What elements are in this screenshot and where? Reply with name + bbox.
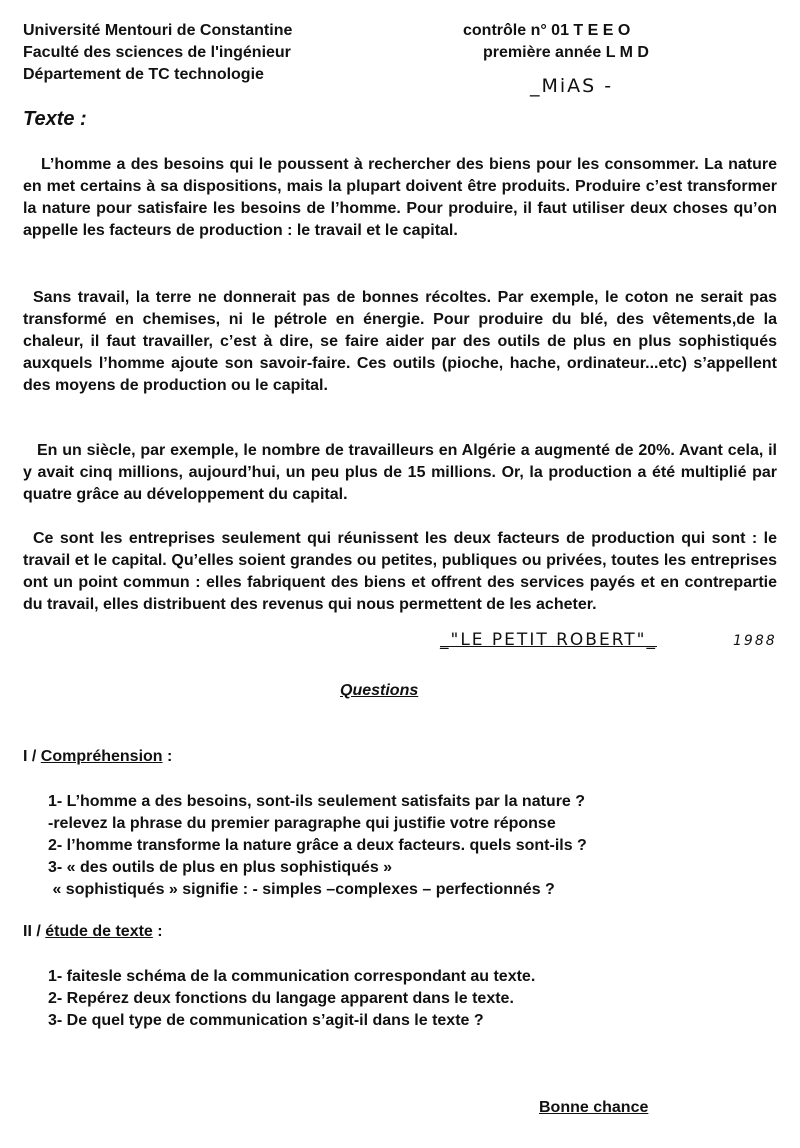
- section-title: étude de texte: [45, 923, 153, 940]
- text-paragraph-2: Sans travail, la terre ne donnerait pas de bonnes récoltes. Par exemple, le coton ne serait pas transformé en chemises, ni le pétrole en énergie. Pour produire du blé, des vêtements,de la chaleur, il faut travailler, c’est à dire, se faire aider par des outils de plus en plus sophistiqués auxquels l’homme ajoute son savoir-faire. Ces outils (pioche, hache, ordinateur...etc) s’appellent des moyens de production ou le capital.: [23, 289, 777, 394]
- text-paragraph-1: L’homme a des besoins qui le poussent à rechercher des biens pour les consommer. La nature en met certains à sa dispositions, mais la plupart doivent être produits. Produire c’est transformer la nature pour satisfaire les besoins de l’homme. Pour produire, il faut utiliser deux choses qu’on appelle les facteurs de production : le travail et le capital.: [23, 156, 777, 239]
- question-item: 2- Repérez deux fonctions du langage apparent dans le texte.: [48, 990, 514, 1007]
- exam-level: première année L M D: [483, 44, 649, 61]
- source-citation: _"LE PETIT ROBERT"_: [440, 630, 657, 650]
- closing-good-luck: Bonne chance: [539, 1099, 649, 1116]
- section-title: Compréhension: [40, 748, 163, 765]
- section-text-study-heading: [23, 923, 163, 941]
- question-item: 2- l’homme transforme la nature grâce a deux facteurs. quels sont-ils ?: [48, 837, 587, 854]
- department-name: Département de TC technologie: [23, 66, 264, 83]
- section-comprehension-heading: [23, 748, 172, 766]
- question-item: 1- L’homme a des besoins, sont-ils seulement satisfaits par la nature ?: [48, 793, 586, 810]
- text-paragraph-3: En un siècle, par exemple, le nombre de travailleurs en Algérie a augmenté de 20%. Avant cela, il y avait cinq millions, aujourd’hui, un peu plus de 15 millions. Or, la production a été multiplié par quatre grâce au développement du capital.: [23, 442, 777, 503]
- text-study-questions: [48, 966, 535, 1032]
- citation-year: 1988: [733, 633, 777, 649]
- exam-header: [463, 20, 649, 64]
- section-number: I /: [23, 748, 41, 765]
- institution-header: [23, 20, 292, 86]
- section-colon: :: [152, 923, 163, 940]
- question-item: 1- faitesle schéma de la communication correspondant au texte.: [48, 968, 536, 985]
- handwritten-group-label: _MiAS -: [530, 75, 614, 97]
- question-item: -relevez la phrase du premier paragraphe qui justifie votre réponse: [48, 815, 556, 832]
- text-paragraph-4: Ce sont les entreprises seulement qui réunissent les deux facteurs de production qui sont : le travail et le capital. Qu’elles soient grandes ou petites, publiques ou privées, toutes les entreprises ont un point commun : elles fabriquent des biens et offrent des services payés et en contrepartie du travail, elles distribuent des revenus qui nous permettent de les acheter.: [23, 530, 777, 613]
- exam-title: contrôle n° 01 T E E O: [463, 22, 631, 39]
- questions-title: Questions: [340, 682, 419, 699]
- faculty-name: Faculté des sciences de l'ingénieur: [23, 44, 291, 61]
- section-colon: :: [162, 748, 173, 765]
- question-item: « sophistiqués » signifie : - simples –complexes – perfectionnés ?: [48, 881, 555, 898]
- text-section-title: Texte :: [23, 108, 87, 130]
- question-item: 3- « des outils de plus en plus sophistiqués »: [48, 859, 393, 876]
- question-item: 3- De quel type de communication s’agit-il dans le texte ?: [48, 1012, 484, 1029]
- section-number: II /: [23, 923, 46, 940]
- university-name: Université Mentouri de Constantine: [23, 22, 293, 39]
- comprehension-questions: [48, 791, 587, 901]
